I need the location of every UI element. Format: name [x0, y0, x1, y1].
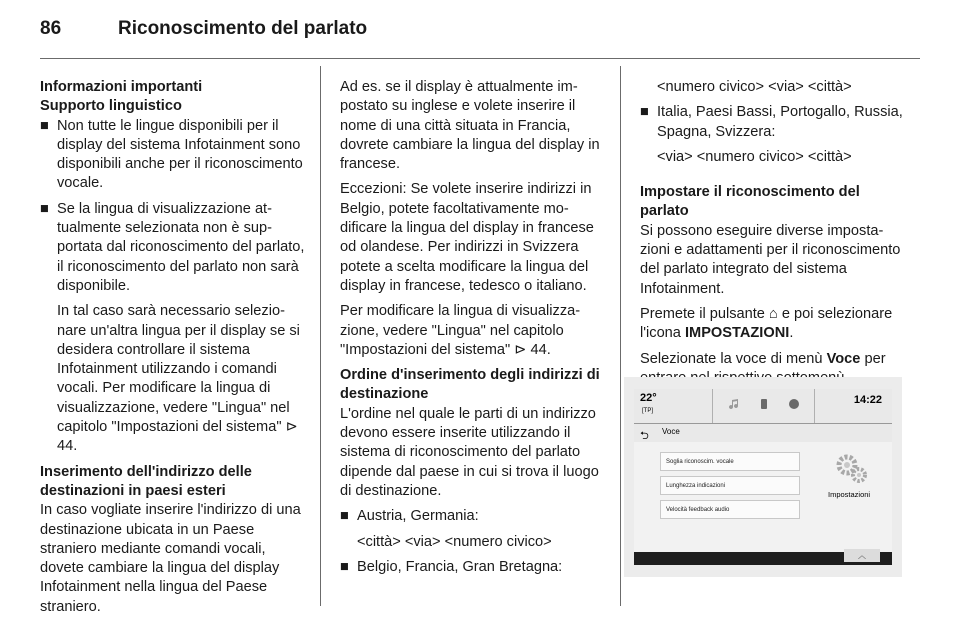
- paragraph: Selezionate la voce di menù Voce per: [640, 350, 886, 367]
- navigation-icon[interactable]: [788, 398, 800, 410]
- music-icon[interactable]: [728, 398, 740, 410]
- square-bullet-icon: ■: [640, 104, 649, 121]
- keyword-voce: Voce: [826, 350, 861, 367]
- list-item: ■ Belgio, Francia, Gran Bretagna:: [340, 558, 604, 577]
- phone-icon[interactable]: [758, 398, 770, 410]
- clock: 14:22: [853, 394, 882, 406]
- page-reference-arrow-icon: ⊳: [514, 341, 527, 358]
- list-item: ■ Austria, Germania:: [340, 507, 604, 526]
- square-bullet-icon: ■: [340, 558, 349, 575]
- paragraph: Premete il pulsante ⌂ e poi selezionare l'icona IMPOSTAZIONI.: [640, 305, 893, 342]
- home-icon: ⌂: [769, 305, 778, 322]
- column-divider: [320, 66, 321, 606]
- heading-address-order: Ordine d'inserimento degli indirizzi di destinazione: [340, 367, 600, 403]
- paragraph: In caso vogliate inserire l'indirizzo di una destinazione ubicata in un Paese straniero mediante comandi vocali, dovete cambiare la lingua del display Infotainment nella lingua del Paese straniero.: [40, 502, 301, 615]
- column-3: [640, 78, 906, 394]
- list-item: ■ Se la lingua di visualizzazione attualmente selezionata non è supportata dal riconoscimento del parlato, il riconoscimento del parlato non sarà disponibile.: [40, 200, 305, 294]
- list-item: ■ Italia, Paesi Bassi, Portogallo, Russia, Spagna, Svizzera:: [640, 104, 903, 140]
- divider: [814, 389, 815, 423]
- menu-item-feedback-speed[interactable]: Velocità feedback audio: [660, 500, 800, 519]
- submenu-title: Voce: [662, 427, 680, 436]
- square-bullet-icon: ■: [40, 200, 49, 217]
- menu-item-threshold[interactable]: Soglia riconoscim. vocale: [660, 452, 800, 471]
- square-bullet-icon: ■: [340, 508, 349, 525]
- page-title: Riconoscimento del parlato: [118, 18, 368, 39]
- page-number: 86: [40, 18, 62, 39]
- indented-paragraph: In tal caso sarà necessario selezionare un'altra lingua per il display se si desidera controllare il sistema Infotainment utilizzando i comandi vocali. Per modificare la lingua di visualizzazione, vedere "Lingua" nel capitolo "Impostazioni del sistema" ⊳ 44.: [57, 303, 300, 455]
- chevron-up-icon[interactable]: ︿: [844, 549, 880, 562]
- page-reference[interactable]: 44.: [530, 341, 551, 358]
- column-2: [340, 78, 604, 583]
- address-format: <città> <via> <numero civico>: [357, 533, 552, 550]
- paragraph: Si possono eseguire diverse impostazioni e adattamenti per il riconoscimento del parlato integrato del sistema Infotainment.: [640, 222, 901, 297]
- submenu-header: [634, 424, 892, 442]
- infotainment-screen: [634, 389, 892, 565]
- address-format: <via> <numero civico> <città>: [657, 148, 852, 165]
- back-arrow-icon[interactable]: ⮌: [640, 430, 649, 442]
- heading-setup: Impostare il riconoscimento del parlato: [640, 184, 860, 220]
- page-reference-arrow-icon: ⊳: [285, 419, 298, 436]
- heading-info: Informazioni importanti: [40, 79, 203, 95]
- square-bullet-icon: ■: [40, 117, 49, 134]
- infotainment-screenshot: [624, 377, 902, 577]
- temperature: 22°: [640, 392, 657, 404]
- list-item: ■ Non tutte le lingue disponibili per il display del sistema Infotainment sono disponibili anche per il riconoscimento vocale.: [40, 117, 303, 192]
- tp-indicator: [TP]: [642, 408, 654, 414]
- header-rule: [40, 58, 920, 59]
- settings-label[interactable]: Impostazioni: [828, 490, 871, 499]
- column-divider: [620, 66, 621, 606]
- address-format: <numero civico> <via> <città>: [657, 79, 852, 95]
- paragraph: Eccezioni: Se volete inserire indirizzi in Belgio, potete facoltativamente modificare la lingua del display in francese od olandese. Per indirizzi in Svizzera potete a scelta modificare la lingua del display in francese, tedesco o italiano.: [340, 181, 594, 294]
- menu-item-prompt-length[interactable]: Lunghezza indicazioni: [660, 476, 800, 495]
- divider: [712, 389, 713, 423]
- gear-icon[interactable]: [834, 452, 868, 486]
- settings-panel: [634, 442, 892, 552]
- paragraph: L'ordine nel quale le parti di un indirizzo devono essere inserite utilizzando il sistema di riconoscimento del parlato dipende dal paese in cui si trova il luogo di destinazione.: [340, 405, 599, 499]
- heading-language-support: Supporto linguistico: [40, 98, 182, 115]
- paragraph: Ad es. se il display è attualmente impostato su inglese e volete inserire il nome di una città situata in Francia, dovrete cambiare la lingua del display in francese.: [340, 79, 600, 173]
- column-1: [40, 78, 306, 623]
- heading-foreign-address: Inserimento dell'indirizzo delle destinazioni in paesi esteri: [40, 463, 252, 499]
- status-bar: [634, 389, 892, 424]
- page-reference[interactable]: 44.: [57, 438, 78, 455]
- keyword-settings: IMPOSTAZIONI: [684, 325, 790, 342]
- paragraph: Per modificare la lingua di visualizzazione, vedere "Lingua" nel capitolo "Impostazioni del sistema" ⊳ 44.: [340, 303, 581, 358]
